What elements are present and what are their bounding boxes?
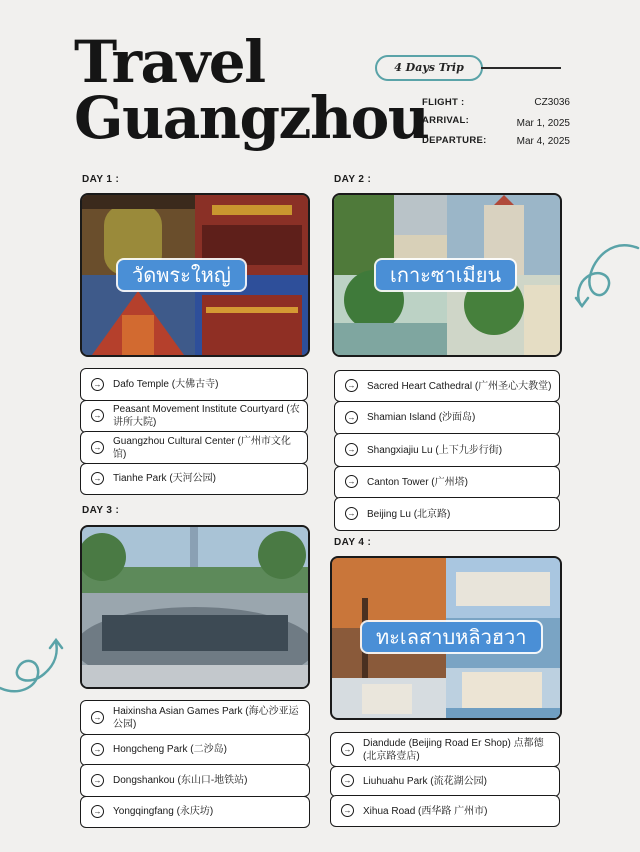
day-3-label: DAY 3 :	[82, 505, 120, 516]
arrow-right-icon: →	[341, 804, 354, 817]
day-3-photo-image	[82, 527, 308, 687]
arrow-right-icon: →	[345, 507, 358, 520]
list-item-label: Canton Tower (广州塔)	[367, 476, 468, 488]
list-item-label: Diandude (Beijing Road Er Shop) 点都德(北京路壹店)	[363, 737, 544, 762]
arrow-right-icon: →	[91, 472, 104, 485]
list-item[interactable]	[80, 431, 308, 464]
day-2-list	[334, 370, 560, 530]
list-item-label: Xihua Road (西华路 广州市)	[363, 805, 488, 817]
flight-label: FLIGHT :	[422, 97, 465, 108]
list-item-label: Hongcheng Park (二沙岛)	[113, 744, 227, 755]
list-item[interactable]	[334, 466, 560, 499]
day-4-list	[330, 732, 560, 826]
arrow-right-icon: →	[345, 443, 358, 456]
list-item[interactable]	[334, 497, 560, 531]
arrow-right-icon: →	[91, 743, 104, 756]
list-item[interactable]	[334, 433, 560, 467]
title-line-2: Guangzhou	[74, 84, 429, 152]
arrow-right-icon: →	[345, 379, 358, 392]
list-item-label: Yongqingfang (永庆坊)	[113, 806, 214, 817]
day-1-list	[80, 368, 308, 493]
list-item[interactable]	[334, 370, 560, 402]
list-item[interactable]	[334, 401, 560, 435]
arrow-right-icon: →	[91, 441, 104, 454]
arrow-right-icon: →	[91, 378, 104, 391]
list-item-label: Shangxiajiu Lu (上下九步行街)	[367, 444, 503, 456]
arrow-right-icon: →	[345, 411, 358, 424]
arrow-right-icon: →	[91, 805, 104, 818]
day-4-label: DAY 4 :	[334, 537, 372, 548]
arrow-right-icon: →	[91, 774, 104, 787]
list-item-label: Dongshankou (东山口-地铁站)	[113, 775, 248, 786]
list-item[interactable]	[80, 764, 310, 797]
list-item-label: Liuhuahu Park (流花湖公园)	[363, 775, 487, 787]
list-item-label: Tianhe Park (天河公园)	[113, 473, 216, 484]
list-item[interactable]	[330, 795, 560, 827]
day-1-banner: วัดพระใหญ่	[118, 260, 245, 290]
swirl-arrow-icon	[572, 238, 640, 308]
list-item-label: Dafo Temple (大佛古寺)	[113, 379, 219, 390]
departure-value: Mar 4, 2025	[516, 136, 570, 147]
list-item[interactable]	[330, 766, 560, 797]
badge-divider	[481, 67, 561, 69]
swirl-arrow-icon	[0, 636, 70, 696]
arrow-right-icon: →	[345, 475, 358, 488]
list-item-label: Guangzhou Cultural Center (广州市文化馆)	[113, 435, 291, 460]
day-4-banner: ทะเลสาบหลิวฮวา	[362, 622, 541, 652]
day-3-photo	[80, 525, 310, 689]
arrow-right-icon: →	[341, 743, 354, 756]
list-item-label: Haixinsha Asian Games Park (海心沙亚运公园)	[113, 705, 299, 730]
list-item[interactable]	[80, 796, 310, 828]
departure-label: DEPARTURE:	[422, 135, 487, 146]
list-item[interactable]	[330, 732, 560, 767]
title-line-1: Travel	[74, 28, 265, 96]
list-item-label: Peasant Movement Institute Courtyard (农讲所大院)	[113, 404, 300, 428]
flight-value: CZ3036	[534, 97, 570, 108]
list-item[interactable]	[80, 400, 308, 433]
arrow-right-icon: →	[91, 711, 104, 724]
day-2-banner: เกาะซาเมียน	[376, 260, 515, 290]
arrow-right-icon: →	[91, 409, 104, 422]
day-1-label: DAY 1 :	[82, 174, 120, 185]
list-item[interactable]	[80, 734, 310, 766]
list-item-label: Sacred Heart Cathedral (广州圣心大教堂)	[367, 380, 552, 392]
day-3-list	[80, 700, 310, 826]
arrival-value: Mar 1, 2025	[516, 118, 570, 129]
arrow-right-icon: →	[341, 774, 354, 787]
trip-duration-badge: 4 Days Trip	[375, 55, 483, 81]
list-item-label: Beijing Lu (北京路)	[367, 508, 451, 520]
day-2-label: DAY 2 :	[334, 174, 372, 185]
list-item[interactable]	[80, 368, 308, 401]
list-item[interactable]	[80, 700, 310, 735]
arrival-label: ARRIVAL:	[422, 115, 470, 126]
list-item-label: Shamian Island (沙面岛)	[367, 412, 476, 423]
list-item[interactable]	[80, 463, 308, 495]
